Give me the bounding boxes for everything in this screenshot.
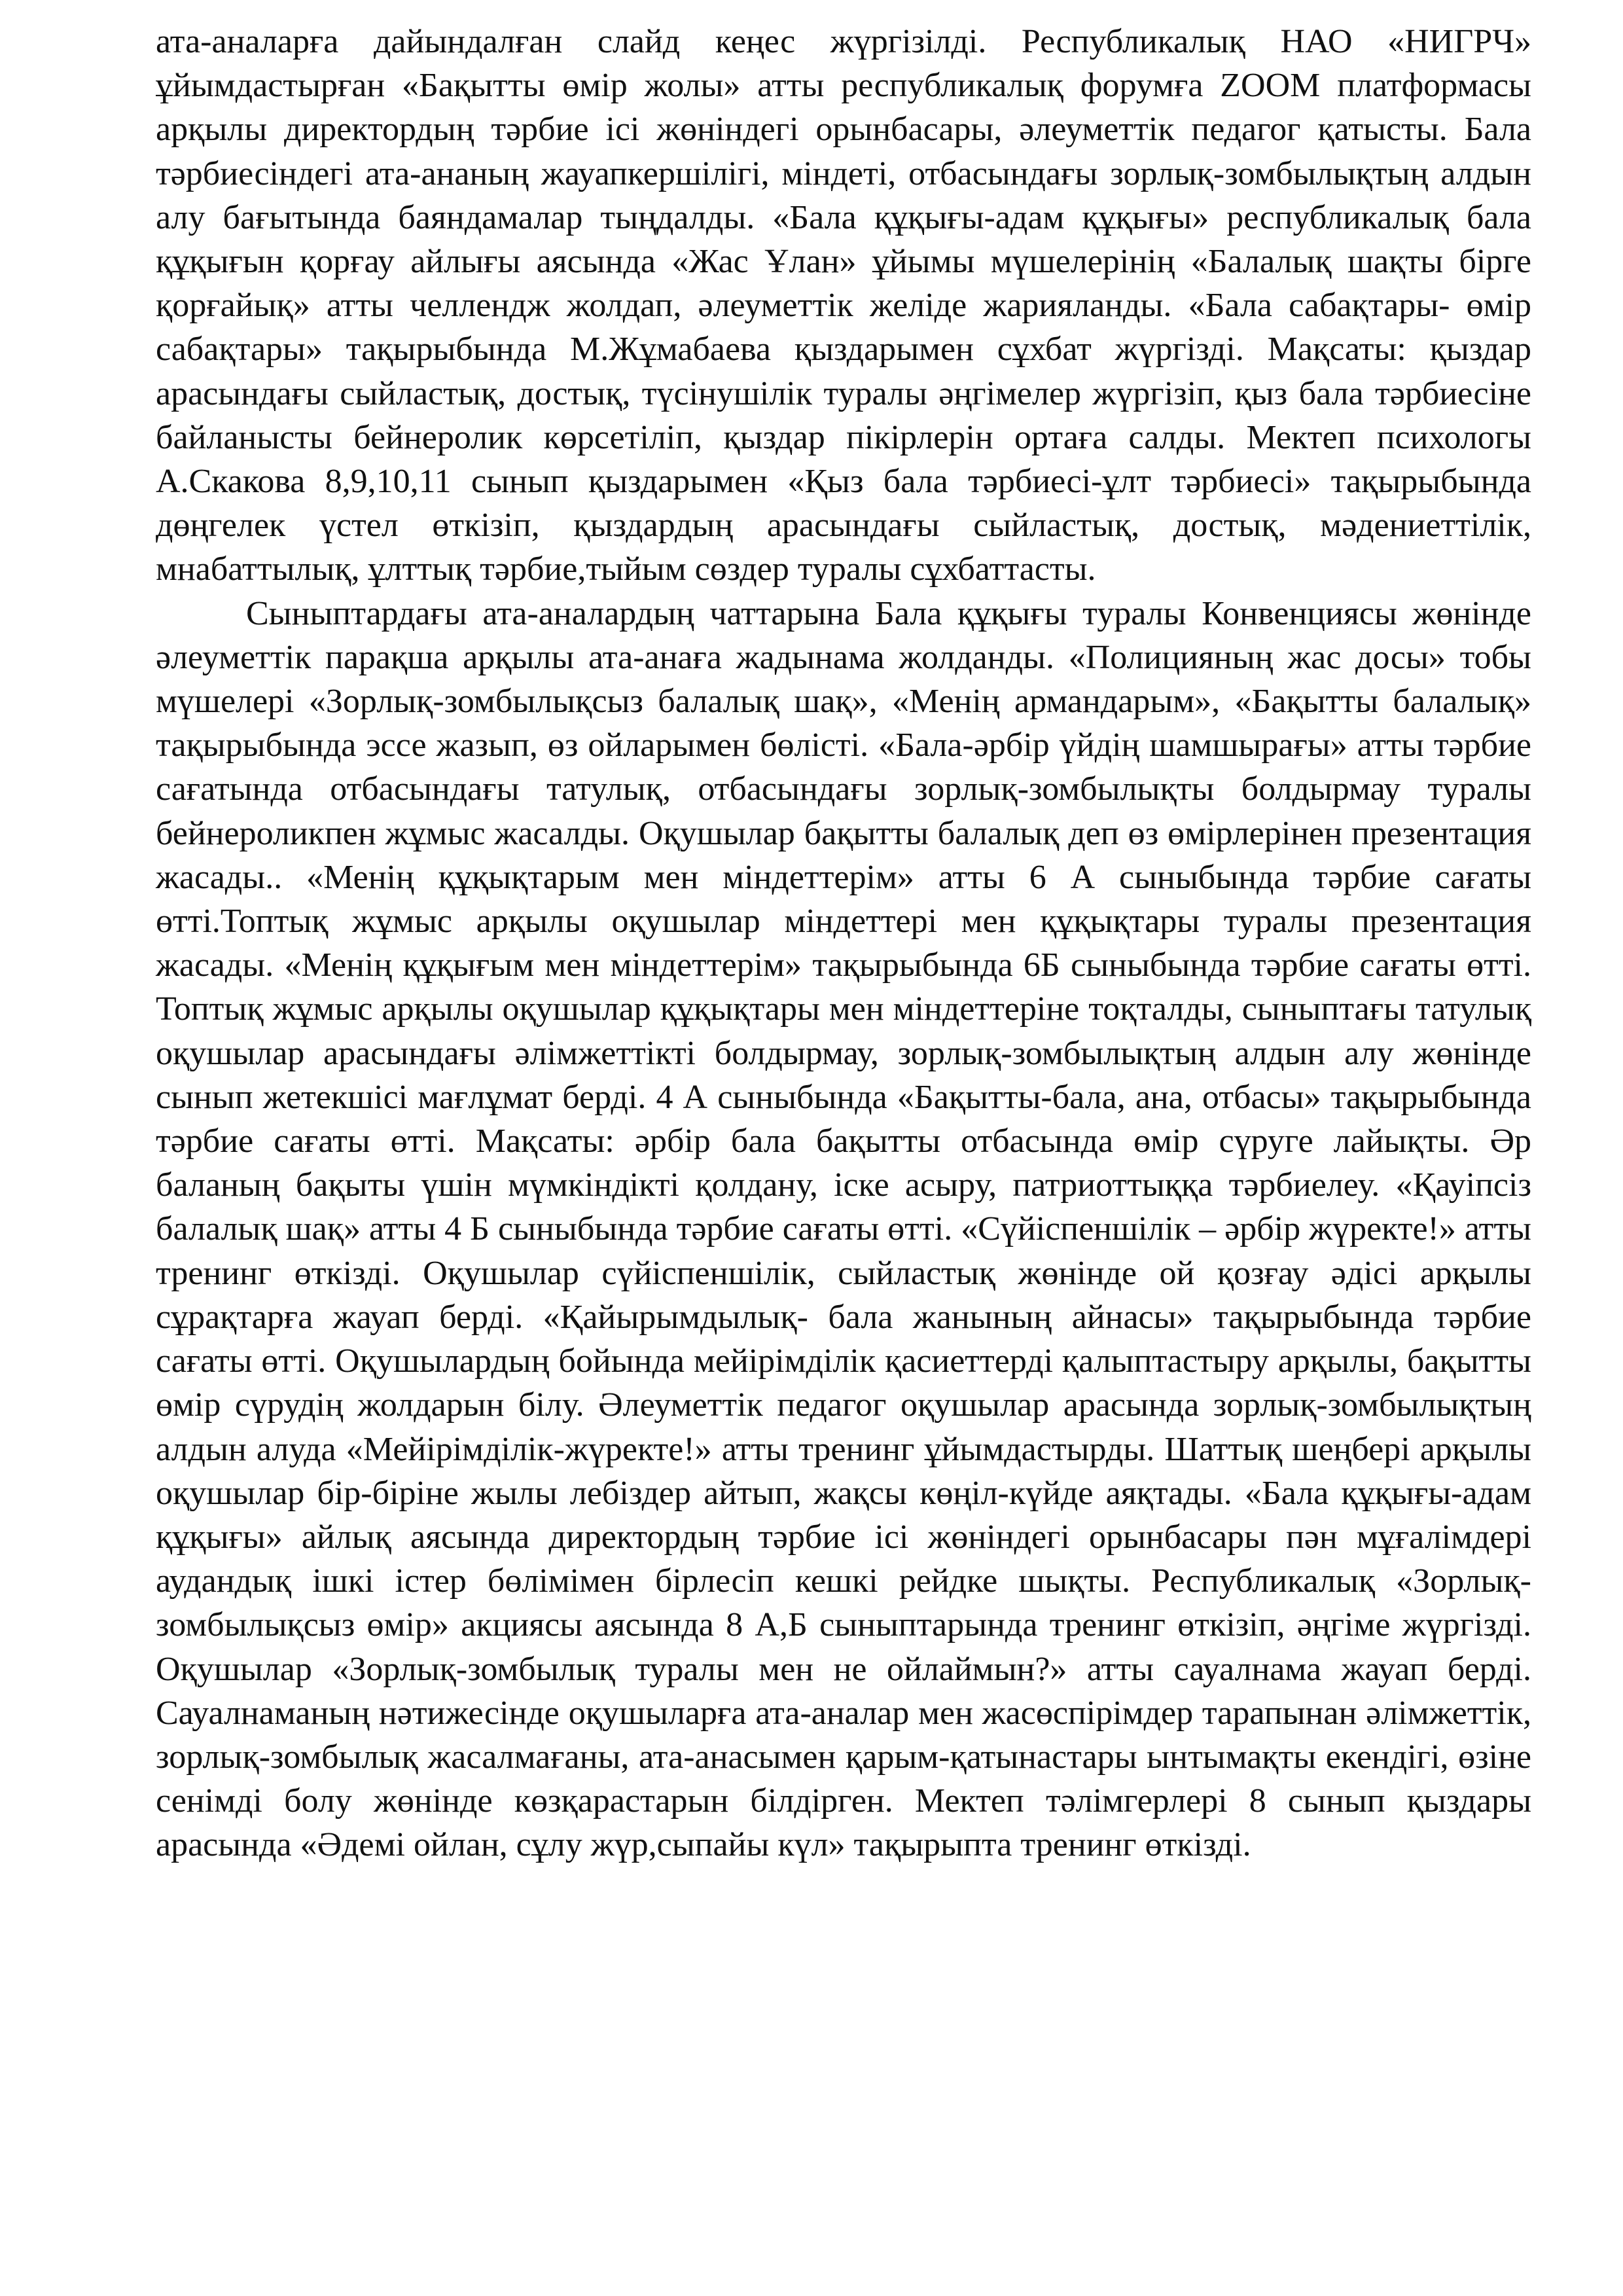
paragraph-continuation: ата-аналарға дайындалған слайд кеңес жүргізілді. Республикалық НАО «НИГРЧ» ұйымдастырған «Бақытты өмір жолы» атты республикалық форумға ZOOM платформасы арқылы директордың тәрбие ісі жөніндегі орынбасары, әлеуметтік педагог қатысты. Бала тәрбиесіндегі ата-ананың жауапкершілігі, міндеті, отбасындағы зорлық-зомбылықтың алдын алу бағытында баяндамалар тыңдалды. «Бала құқығы-адам құқығы» республикалық бала құқығын қорғау айлығы аясында «Жас Ұлан» ұйымы мүшелерінің «Балалық шақты бірге қорғайық» атты челлендж жолдап, әлеуметтік желіде жарияланды. «Бала сабақтары- өмір сабақтары» тақырыбында М.Жұмабаева қыздарымен сұхбат жүргізді. Мақсаты: қыздар арасындағы сыйластық, достық, түсінушілік туралы әңгімелер жүргізіп, қыз бала тәрбиесіне байланысты бейнеролик көрсетіліп, қыздар пікірлерін ортаға салды. Мектеп психологы А.Скакова 8,9,10,11 сынып қыздарымен «Қыз бала тәрбиесі-ұлт тәрбиесі» тақырыбында дөңгелек үстел өткізіп, қыздардың арасындағы сыйластық, достық, мәдениеттілік, мнабаттылық, ұлттық тәрбие,тыйым сөздер туралы сұхбаттасты. <box>156 23 1531 588</box>
document-page <box>156 20 1531 1867</box>
paragraph-class-chats: Сыныптардағы ата-аналардың чаттарына Бала құқығы туралы Конвенциясы жөнінде әлеуметтік парақша арқылы ата-анаға жадынама жолданды. «Полицияның жас досы» тобы мүшелері «Зорлық-зомбылықсыз балалық шақ», «Менің армандарым», «Бақытты балалық» тақырыбында эссе жазып, өз ойларымен бөлісті. «Бала-әрбір үйдің шамшырағы» атты тәрбие сағатында отбасындағы татулық, отбасындағы зорлық-зомбылықты болдырмау туралы бейнероликпен жұмыс жасалды. Оқушылар бақытты балалық деп өз өмірлерінен презентация жасады.. «Менің құқықтарым мен міндеттерім» атты 6 А сыныбында тәрбие сағаты өтті.Топтық жұмыс арқылы оқушылар міндеттері мен құқықтары туралы презентация жасады. «Менің құқығым мен міндеттерім» тақырыбында 6Б сыныбында тәрбие сағаты өтті. Топтық жұмыс арқылы оқушылар құқықтары мен міндеттеріне тоқталды, сыныптағы татулық оқушылар арасындағы әлімжеттікті болдырмау, зорлық-зомбылықтың алдын алу жөнінде сынып жетекшісі мағлұмат берді. 4 А сыныбында «Бақытты-бала, ана, отбасы» тақырыбында тәрбие сағаты өтті. Мақсаты: әрбір бала бақытты отбасында өмір сүруге лайықты. Әр баланың бақыты үшін мүмкіндікті қолдану, іске асыру, патриоттыққа тәрбиелеу. «Қауіпсіз балалық шақ» атты 4 Б сыныбында тәрбие сағаты өтті. «Сүйіспеншілік – әрбір жүректе!» атты тренинг өткізді. Оқушылар сүйіспеншілік, сыйластық жөнінде ой қозғау әдісі арқылы сұрақтарға жауап берді. «Қайырымдылық- бала жанының айнасы» тақырыбында тәрбие сағаты өтті. Оқушылардың бойында мейірімділік қасиеттерді қалыптастыру арқылы, бақытты өмір сүрудің жолдарын білу. Әлеуметтік педагог оқушылар арасында зорлық-зомбылықтың алдын алуда «Мейірімділік-жүректе!» атты тренинг ұйымдастырды. Шаттық шеңбері арқылы оқушылар бір-біріне жылы лебіздер айтып, жақсы көңіл-күйде аяқтады. «Бала құқығы-адам құқығы» айлық аясында директордың тәрбие ісі жөніндегі орынбасары пән мұғалімдері аудандық ішкі істер бөлімімен бірлесіп кешкі рейдке шықты. Республикалық «Зорлық-зомбылықсыз өмір» акциясы аясында 8 А,Б сыныптарында тренинг өткізіп, әңгіме жүргізді. Оқушылар «Зорлық-зомбылық туралы мен не ойлаймын?» атты сауалнама жауап берді. Сауалнаманың нәтижесінде оқушыларға ата-аналар мен жасөспірімдер тарапынан әлімжеттік, зорлық-зомбылық жасалмағаны, ата-анасымен қарым-қатынастары ынтымақты екендігі, өзіне сенімді болу жөнінде көзқарастарын білдірген. Мектеп тәлімгерлері 8 сынып қыздары арасында «Әдемі ойлан, сұлу жүр,сыпайы күл» тақырыпта тренинг өткізді. <box>156 594 1531 1864</box>
